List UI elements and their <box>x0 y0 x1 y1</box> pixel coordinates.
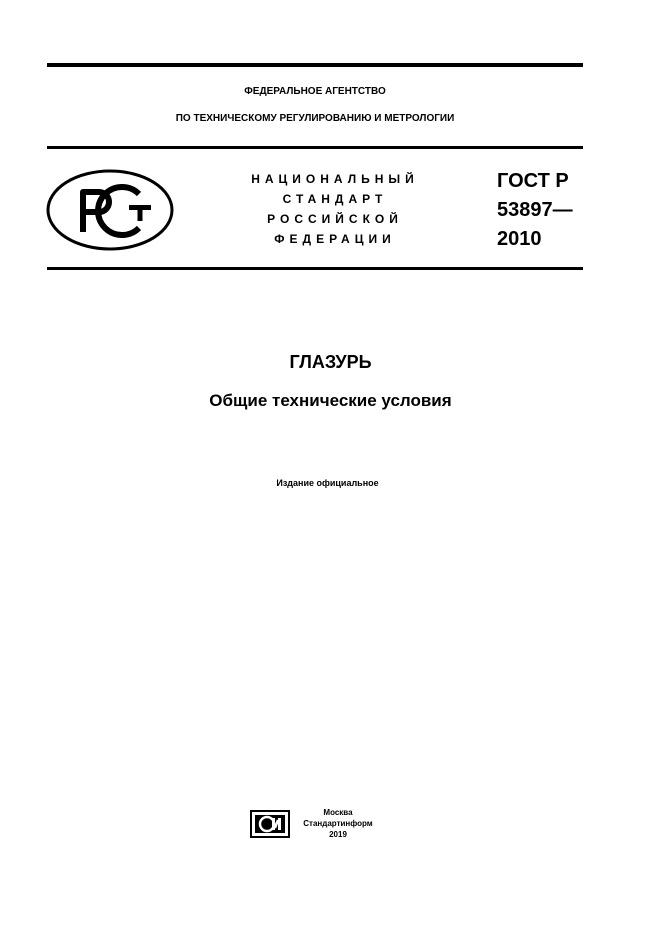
publisher-city: Москва <box>323 808 353 817</box>
publisher-name: Стандартинформ <box>303 819 373 828</box>
agency-line-2: ПО ТЕХНИЧЕСКОМУ РЕГУЛИРОВАНИЮ И МЕТРОЛОГИИ <box>175 113 455 124</box>
gost-label: ГОСТ Р <box>497 170 569 192</box>
header-top-rule <box>47 146 583 149</box>
document-subtitle: Общие технические условия <box>209 391 452 410</box>
national-standard-line-1: НАЦИОНАЛЬНЫЙ <box>251 172 419 186</box>
national-standard-line-2: СТАНДАРТ <box>282 192 388 206</box>
header-bottom-rule <box>47 267 583 270</box>
gost-year: 2010 <box>497 228 542 250</box>
standartinform-logo-icon <box>250 810 290 838</box>
national-standard-line-4: ФЕДЕРАЦИИ <box>274 232 396 246</box>
rst-certification-logo-icon <box>45 168 175 252</box>
edition-note: Издание официальное <box>276 478 379 488</box>
publisher-year: 2019 <box>329 830 347 839</box>
top-rule <box>47 63 583 67</box>
gost-number: 53897— <box>497 199 573 221</box>
document-title: ГЛАЗУРЬ <box>289 352 372 372</box>
national-standard-line-3: РОССИЙСКОЙ <box>267 212 403 226</box>
agency-line-1: ФЕДЕРАЛЬНОЕ АГЕНТСТВО <box>244 86 386 97</box>
